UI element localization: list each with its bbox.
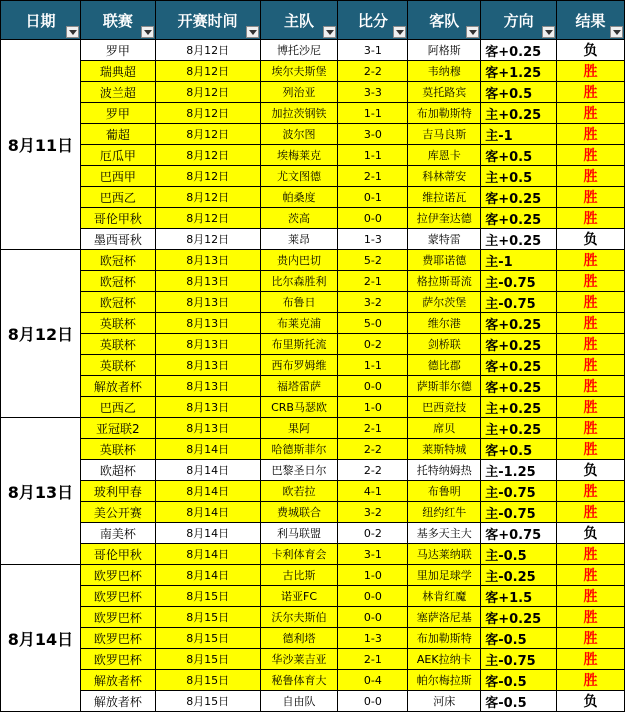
league-cell: 欧罗巴杯 bbox=[80, 649, 155, 670]
away-team-cell: 林肯红魔 bbox=[408, 586, 481, 607]
home-team-cell: 布莱克浦 bbox=[260, 313, 338, 334]
home-team-cell: 巴黎圣日尔 bbox=[260, 460, 338, 481]
filter-dropdown-icon[interactable] bbox=[246, 26, 259, 38]
home-team-cell: 博托沙尼 bbox=[260, 40, 338, 61]
home-team-cell: 华沙莱吉亚 bbox=[260, 649, 338, 670]
home-team-cell: 西布罗姆维 bbox=[260, 355, 338, 376]
table-row bbox=[1, 418, 625, 439]
home-team-cell: 比尔森胜利 bbox=[260, 271, 338, 292]
table-row bbox=[1, 229, 625, 250]
score-cell: 0-0 bbox=[338, 376, 408, 397]
table-body bbox=[1, 40, 625, 712]
date-cell: 8月14日 bbox=[1, 565, 81, 712]
direction-cell: 客+1.5 bbox=[481, 586, 557, 607]
away-team-cell: 拉伊奎达德 bbox=[408, 208, 481, 229]
column-header-label: 日期 bbox=[25, 11, 56, 30]
result-cell: 胜 bbox=[557, 103, 625, 124]
time-cell: 8月14日 bbox=[155, 481, 260, 502]
score-cell: 0-0 bbox=[338, 208, 408, 229]
home-team-cell: 沃尔夫斯伯 bbox=[260, 607, 338, 628]
score-cell: 1-3 bbox=[338, 628, 408, 649]
table-row bbox=[1, 481, 625, 502]
league-cell: 英联杯 bbox=[80, 334, 155, 355]
league-cell: 葡超 bbox=[80, 124, 155, 145]
time-cell: 8月15日 bbox=[155, 670, 260, 691]
league-cell: 波兰超 bbox=[80, 82, 155, 103]
home-team-cell: 古比斯 bbox=[260, 565, 338, 586]
home-team-cell: 果阿 bbox=[260, 418, 338, 439]
filter-dropdown-icon[interactable] bbox=[393, 26, 406, 38]
table-row bbox=[1, 187, 625, 208]
result-cell: 胜 bbox=[557, 187, 625, 208]
direction-cell: 客+0.25 bbox=[481, 607, 557, 628]
away-team-cell: 里加足球学 bbox=[408, 565, 481, 586]
result-cell: 胜 bbox=[557, 250, 625, 271]
direction-cell: 主+0.25 bbox=[481, 397, 557, 418]
time-cell: 8月14日 bbox=[155, 523, 260, 544]
filter-dropdown-icon[interactable] bbox=[466, 26, 479, 38]
time-cell: 8月13日 bbox=[155, 292, 260, 313]
table-row bbox=[1, 397, 625, 418]
direction-cell: 客+0.25 bbox=[481, 355, 557, 376]
league-cell: 英联杯 bbox=[80, 439, 155, 460]
result-cell: 胜 bbox=[557, 313, 625, 334]
score-cell: 0-0 bbox=[338, 607, 408, 628]
home-team-cell: 福塔雷萨 bbox=[260, 376, 338, 397]
home-team-cell: 布鲁日 bbox=[260, 292, 338, 313]
result-cell: 胜 bbox=[557, 607, 625, 628]
away-team-cell: 帕尔梅拉斯 bbox=[408, 670, 481, 691]
away-team-cell: 萨斯菲尔德 bbox=[408, 376, 481, 397]
table-row bbox=[1, 544, 625, 565]
table-row bbox=[1, 502, 625, 523]
away-team-cell: 莫托路宾 bbox=[408, 82, 481, 103]
direction-cell: 客-0.5 bbox=[481, 628, 557, 649]
home-team-cell: 诺亚FC bbox=[260, 586, 338, 607]
score-cell: 3-1 bbox=[338, 40, 408, 61]
score-cell: 3-3 bbox=[338, 82, 408, 103]
time-cell: 8月15日 bbox=[155, 586, 260, 607]
result-cell: 胜 bbox=[557, 355, 625, 376]
away-team-cell: 托特纳姆热 bbox=[408, 460, 481, 481]
direction-cell: 主-0.25 bbox=[481, 565, 557, 586]
score-cell: 2-2 bbox=[338, 439, 408, 460]
league-cell: 瑞典超 bbox=[80, 61, 155, 82]
score-cell: 3-2 bbox=[338, 502, 408, 523]
away-team-cell: AEK拉纳卡 bbox=[408, 649, 481, 670]
column-header-label: 客队 bbox=[429, 11, 460, 30]
column-header-label: 结果 bbox=[575, 11, 606, 30]
score-cell: 0-0 bbox=[338, 691, 408, 712]
column-header-home bbox=[260, 1, 338, 40]
column-header-label: 主队 bbox=[284, 11, 315, 30]
direction-cell: 主-1 bbox=[481, 124, 557, 145]
direction-cell: 主-0.75 bbox=[481, 292, 557, 313]
table-row bbox=[1, 586, 625, 607]
league-cell: 巴西乙 bbox=[80, 187, 155, 208]
score-cell: 5-0 bbox=[338, 313, 408, 334]
column-header-label: 方向 bbox=[503, 11, 534, 30]
result-cell: 胜 bbox=[557, 544, 625, 565]
direction-cell: 主+0.25 bbox=[481, 418, 557, 439]
direction-cell: 主+0.5 bbox=[481, 166, 557, 187]
league-cell: 解放者杯 bbox=[80, 376, 155, 397]
time-cell: 8月14日 bbox=[155, 565, 260, 586]
league-cell: 巴西乙 bbox=[80, 397, 155, 418]
score-cell: 2-1 bbox=[338, 418, 408, 439]
result-cell: 胜 bbox=[557, 628, 625, 649]
column-header-time bbox=[155, 1, 260, 40]
table-row bbox=[1, 40, 625, 61]
away-team-cell: 吉马良斯 bbox=[408, 124, 481, 145]
league-cell: 欧超杯 bbox=[80, 460, 155, 481]
direction-cell: 客+0.75 bbox=[481, 523, 557, 544]
result-cell: 胜 bbox=[557, 82, 625, 103]
direction-cell: 主-1.25 bbox=[481, 460, 557, 481]
score-cell: 1-0 bbox=[338, 565, 408, 586]
column-header-direction bbox=[481, 1, 557, 40]
league-cell: 解放者杯 bbox=[80, 691, 155, 712]
away-team-cell: 韦纳穆 bbox=[408, 61, 481, 82]
time-cell: 8月12日 bbox=[155, 229, 260, 250]
filter-dropdown-icon[interactable] bbox=[66, 26, 79, 38]
league-cell: 巴西甲 bbox=[80, 166, 155, 187]
league-cell: 罗甲 bbox=[80, 103, 155, 124]
score-cell: 1-1 bbox=[338, 103, 408, 124]
away-team-cell: 格拉斯哥流 bbox=[408, 271, 481, 292]
time-cell: 8月13日 bbox=[155, 313, 260, 334]
date-cell: 8月13日 bbox=[1, 418, 81, 565]
filter-dropdown-icon[interactable] bbox=[141, 26, 154, 38]
home-team-cell: 哈德斯菲尔 bbox=[260, 439, 338, 460]
league-cell: 英联杯 bbox=[80, 313, 155, 334]
away-team-cell: 基多天主大 bbox=[408, 523, 481, 544]
date-cell: 8月11日 bbox=[1, 40, 81, 250]
score-cell: 0-4 bbox=[338, 670, 408, 691]
date-cell: 8月12日 bbox=[1, 250, 81, 418]
score-cell: 3-2 bbox=[338, 292, 408, 313]
direction-cell: 客+0.5 bbox=[481, 439, 557, 460]
league-cell: 欧罗巴杯 bbox=[80, 586, 155, 607]
away-team-cell: 布鲁明 bbox=[408, 481, 481, 502]
away-team-cell: 布加勒斯特 bbox=[408, 628, 481, 649]
home-team-cell: 加拉茨钢铁 bbox=[260, 103, 338, 124]
score-cell: 5-2 bbox=[338, 250, 408, 271]
league-cell: 亚冠联2 bbox=[80, 418, 155, 439]
home-team-cell: 卡利体育会 bbox=[260, 544, 338, 565]
result-cell: 胜 bbox=[557, 292, 625, 313]
home-team-cell: 埃尔夫斯堡 bbox=[260, 61, 338, 82]
away-team-cell: 萨尔茨堡 bbox=[408, 292, 481, 313]
result-cell: 胜 bbox=[557, 481, 625, 502]
time-cell: 8月13日 bbox=[155, 355, 260, 376]
result-cell: 胜 bbox=[557, 418, 625, 439]
result-cell: 胜 bbox=[557, 124, 625, 145]
time-cell: 8月13日 bbox=[155, 418, 260, 439]
table-row bbox=[1, 376, 625, 397]
direction-cell: 主+0.25 bbox=[481, 229, 557, 250]
direction-cell: 客+0.5 bbox=[481, 145, 557, 166]
table-row bbox=[1, 166, 625, 187]
result-cell: 胜 bbox=[557, 61, 625, 82]
column-header-label: 联赛 bbox=[102, 11, 133, 30]
header-row bbox=[1, 1, 625, 40]
table-row bbox=[1, 607, 625, 628]
result-cell: 胜 bbox=[557, 439, 625, 460]
league-cell: 英联杯 bbox=[80, 355, 155, 376]
league-cell: 欧罗巴杯 bbox=[80, 565, 155, 586]
column-header-league bbox=[80, 1, 155, 40]
result-cell: 胜 bbox=[557, 334, 625, 355]
result-cell: 胜 bbox=[557, 376, 625, 397]
column-header-score bbox=[338, 1, 408, 40]
league-cell: 欧冠杯 bbox=[80, 271, 155, 292]
column-header-label: 开赛时间 bbox=[177, 11, 238, 30]
league-cell: 欧冠杯 bbox=[80, 250, 155, 271]
home-team-cell: 莱昂 bbox=[260, 229, 338, 250]
league-cell: 罗甲 bbox=[80, 40, 155, 61]
league-cell: 解放者杯 bbox=[80, 670, 155, 691]
home-team-cell: 列治亚 bbox=[260, 82, 338, 103]
time-cell: 8月15日 bbox=[155, 649, 260, 670]
score-cell: 2-1 bbox=[338, 166, 408, 187]
filter-dropdown-icon[interactable] bbox=[610, 26, 623, 38]
direction-cell: 客-0.5 bbox=[481, 691, 557, 712]
table-row bbox=[1, 292, 625, 313]
column-header-away bbox=[408, 1, 481, 40]
score-cell: 3-0 bbox=[338, 124, 408, 145]
time-cell: 8月14日 bbox=[155, 460, 260, 481]
result-cell: 胜 bbox=[557, 670, 625, 691]
direction-cell: 客+0.25 bbox=[481, 187, 557, 208]
home-team-cell: 德利塔 bbox=[260, 628, 338, 649]
result-cell: 胜 bbox=[557, 565, 625, 586]
away-team-cell: 纽约红牛 bbox=[408, 502, 481, 523]
away-team-cell: 费耶诺德 bbox=[408, 250, 481, 271]
time-cell: 8月13日 bbox=[155, 334, 260, 355]
time-cell: 8月14日 bbox=[155, 502, 260, 523]
home-team-cell: 费城联合 bbox=[260, 502, 338, 523]
away-team-cell: 巴西竞技 bbox=[408, 397, 481, 418]
home-team-cell: 埃梅莱克 bbox=[260, 145, 338, 166]
column-header-date bbox=[1, 1, 81, 40]
home-team-cell: 贵内巴切 bbox=[260, 250, 338, 271]
away-team-cell: 阿格斯 bbox=[408, 40, 481, 61]
league-cell: 玻利甲春 bbox=[80, 481, 155, 502]
direction-cell: 主-0.75 bbox=[481, 502, 557, 523]
table-row bbox=[1, 523, 625, 544]
score-cell: 3-1 bbox=[338, 544, 408, 565]
score-cell: 4-1 bbox=[338, 481, 408, 502]
league-cell: 哥伦甲秋 bbox=[80, 544, 155, 565]
time-cell: 8月15日 bbox=[155, 607, 260, 628]
home-team-cell: 波尔图 bbox=[260, 124, 338, 145]
score-cell: 0-2 bbox=[338, 334, 408, 355]
direction-cell: 客-0.5 bbox=[481, 670, 557, 691]
league-cell: 墨西哥秋 bbox=[80, 229, 155, 250]
table-row bbox=[1, 61, 625, 82]
away-team-cell: 塞萨洛尼基 bbox=[408, 607, 481, 628]
result-cell: 负 bbox=[557, 523, 625, 544]
table-row bbox=[1, 124, 625, 145]
table-row bbox=[1, 355, 625, 376]
score-cell: 2-2 bbox=[338, 61, 408, 82]
away-team-cell: 维尔港 bbox=[408, 313, 481, 334]
table-row bbox=[1, 670, 625, 691]
column-header-result bbox=[557, 1, 625, 40]
filter-dropdown-icon[interactable] bbox=[542, 26, 555, 38]
result-cell: 负 bbox=[557, 40, 625, 61]
home-team-cell: 布里斯托流 bbox=[260, 334, 338, 355]
home-team-cell: 茨高 bbox=[260, 208, 338, 229]
score-cell: 2-1 bbox=[338, 649, 408, 670]
time-cell: 8月12日 bbox=[155, 145, 260, 166]
result-cell: 胜 bbox=[557, 271, 625, 292]
result-cell: 负 bbox=[557, 691, 625, 712]
result-cell: 胜 bbox=[557, 649, 625, 670]
direction-cell: 客+0.25 bbox=[481, 208, 557, 229]
table-row bbox=[1, 628, 625, 649]
score-cell: 1-0 bbox=[338, 397, 408, 418]
column-header-label: 比分 bbox=[357, 11, 388, 30]
result-cell: 胜 bbox=[557, 502, 625, 523]
league-cell: 欧冠杯 bbox=[80, 292, 155, 313]
score-cell: 2-2 bbox=[338, 460, 408, 481]
result-cell: 负 bbox=[557, 229, 625, 250]
time-cell: 8月12日 bbox=[155, 208, 260, 229]
home-team-cell: 帕桑度 bbox=[260, 187, 338, 208]
table-row bbox=[1, 460, 625, 481]
home-team-cell: 利马联盟 bbox=[260, 523, 338, 544]
league-cell: 欧罗巴杯 bbox=[80, 628, 155, 649]
away-team-cell: 维拉诺瓦 bbox=[408, 187, 481, 208]
away-team-cell: 库恩卡 bbox=[408, 145, 481, 166]
direction-cell: 客+0.25 bbox=[481, 334, 557, 355]
table-row bbox=[1, 250, 625, 271]
away-team-cell: 剑桥联 bbox=[408, 334, 481, 355]
score-cell: 1-1 bbox=[338, 355, 408, 376]
result-cell: 胜 bbox=[557, 145, 625, 166]
time-cell: 8月12日 bbox=[155, 166, 260, 187]
table-row bbox=[1, 82, 625, 103]
time-cell: 8月14日 bbox=[155, 544, 260, 565]
away-team-cell: 德比郡 bbox=[408, 355, 481, 376]
time-cell: 8月12日 bbox=[155, 187, 260, 208]
table-row bbox=[1, 271, 625, 292]
league-cell: 厄瓜甲 bbox=[80, 145, 155, 166]
home-team-cell: 尤文图德 bbox=[260, 166, 338, 187]
direction-cell: 客+0.25 bbox=[481, 40, 557, 61]
home-team-cell: 秘鲁体育大 bbox=[260, 670, 338, 691]
away-team-cell: 科林蒂安 bbox=[408, 166, 481, 187]
time-cell: 8月13日 bbox=[155, 376, 260, 397]
table-row bbox=[1, 691, 625, 712]
time-cell: 8月15日 bbox=[155, 691, 260, 712]
time-cell: 8月15日 bbox=[155, 628, 260, 649]
result-cell: 胜 bbox=[557, 208, 625, 229]
direction-cell: 主-0.75 bbox=[481, 271, 557, 292]
time-cell: 8月13日 bbox=[155, 397, 260, 418]
table-row bbox=[1, 334, 625, 355]
home-team-cell: CRB马瑟欧 bbox=[260, 397, 338, 418]
away-team-cell: 席贝 bbox=[408, 418, 481, 439]
filter-dropdown-icon[interactable] bbox=[323, 26, 336, 38]
time-cell: 8月12日 bbox=[155, 103, 260, 124]
result-cell: 胜 bbox=[557, 397, 625, 418]
direction-cell: 主-1 bbox=[481, 250, 557, 271]
league-cell: 美公开赛 bbox=[80, 502, 155, 523]
score-cell: 0-1 bbox=[338, 187, 408, 208]
time-cell: 8月12日 bbox=[155, 61, 260, 82]
direction-cell: 客+0.5 bbox=[481, 82, 557, 103]
away-team-cell: 蒙特雷 bbox=[408, 229, 481, 250]
direction-cell: 客+0.25 bbox=[481, 376, 557, 397]
result-cell: 负 bbox=[557, 460, 625, 481]
time-cell: 8月14日 bbox=[155, 439, 260, 460]
time-cell: 8月12日 bbox=[155, 40, 260, 61]
league-cell: 南美杯 bbox=[80, 523, 155, 544]
result-cell: 胜 bbox=[557, 586, 625, 607]
home-team-cell: 欧若拉 bbox=[260, 481, 338, 502]
score-cell: 2-1 bbox=[338, 271, 408, 292]
table-row bbox=[1, 649, 625, 670]
table-row bbox=[1, 313, 625, 334]
away-team-cell: 莱斯特城 bbox=[408, 439, 481, 460]
time-cell: 8月12日 bbox=[155, 124, 260, 145]
direction-cell: 客+0.25 bbox=[481, 313, 557, 334]
league-cell: 欧罗巴杯 bbox=[80, 607, 155, 628]
table-row bbox=[1, 565, 625, 586]
direction-cell: 主-0.75 bbox=[481, 481, 557, 502]
table-row bbox=[1, 103, 625, 124]
time-cell: 8月12日 bbox=[155, 82, 260, 103]
table-row bbox=[1, 439, 625, 460]
direction-cell: 客+1.25 bbox=[481, 61, 557, 82]
time-cell: 8月13日 bbox=[155, 250, 260, 271]
away-team-cell: 河床 bbox=[408, 691, 481, 712]
league-cell: 哥伦甲秋 bbox=[80, 208, 155, 229]
score-cell: 0-0 bbox=[338, 586, 408, 607]
result-cell: 胜 bbox=[557, 166, 625, 187]
direction-cell: 主+0.25 bbox=[481, 103, 557, 124]
away-team-cell: 马达莱纳联 bbox=[408, 544, 481, 565]
away-team-cell: 布加勒斯特 bbox=[408, 103, 481, 124]
time-cell: 8月13日 bbox=[155, 271, 260, 292]
table-row bbox=[1, 145, 625, 166]
direction-cell: 主-0.5 bbox=[481, 544, 557, 565]
score-cell: 0-2 bbox=[338, 523, 408, 544]
score-cell: 1-3 bbox=[338, 229, 408, 250]
table-row bbox=[1, 208, 625, 229]
direction-cell: 主-0.75 bbox=[481, 649, 557, 670]
score-cell: 1-1 bbox=[338, 145, 408, 166]
home-team-cell: 自由队 bbox=[260, 691, 338, 712]
